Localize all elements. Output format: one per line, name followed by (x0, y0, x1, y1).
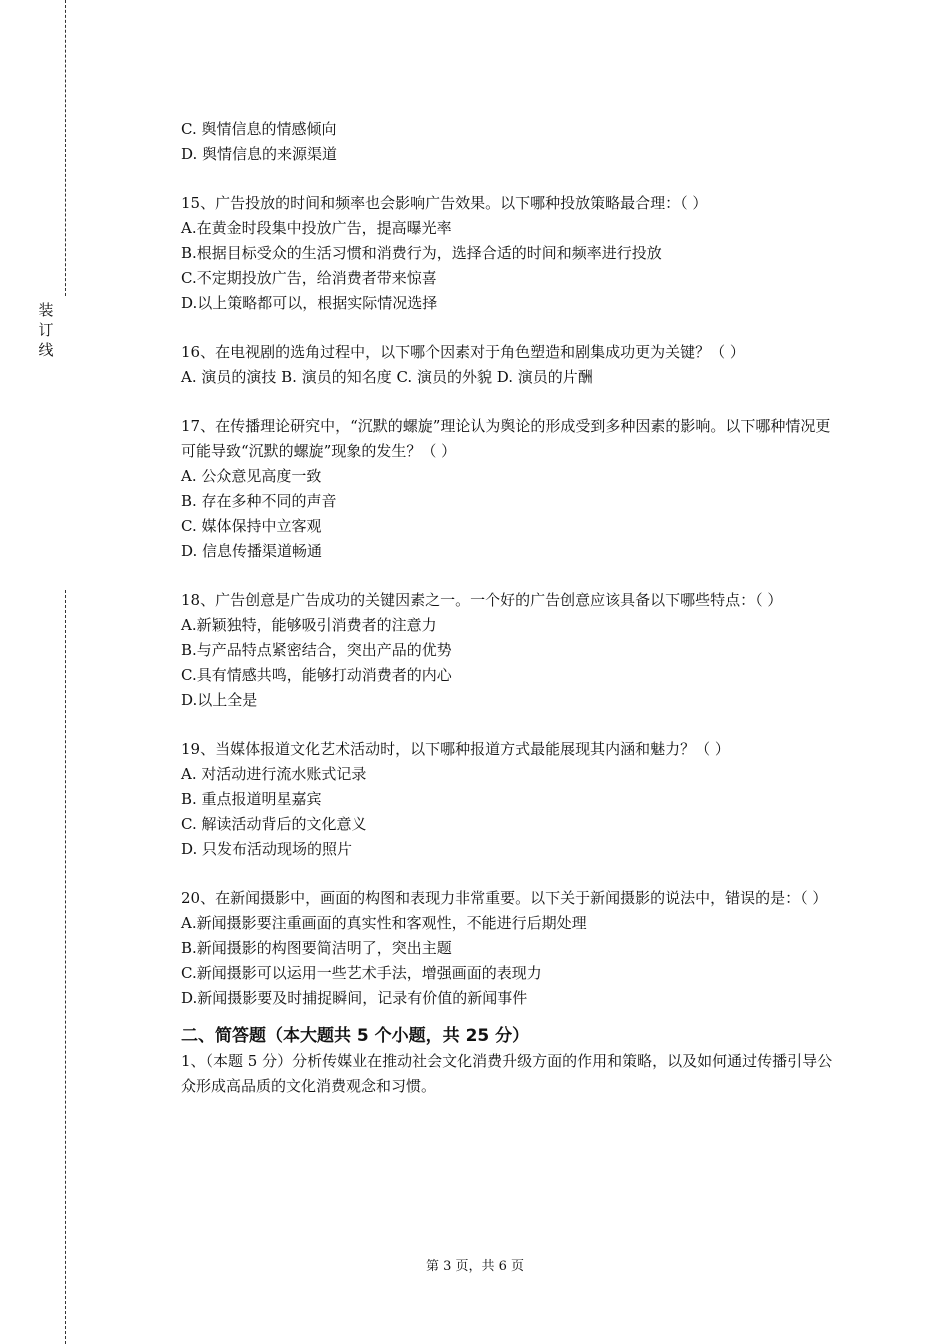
option-d: D.新闻摄影要及时捕捉瞬间，记录有价值的新闻事件 (181, 989, 528, 1007)
option-b: B.新闻摄影的构图要简洁明了，突出主题 (181, 939, 452, 957)
option-c: C. 媒体保持中立客观 (181, 517, 322, 535)
option-a: A. 公众意见高度一致 (181, 467, 322, 485)
short-answer-question-1: 1、（本题 5 分）分析传媒业在推动社会文化消费升级方面的作用和策略，以及如何通过传播引导公众形成高品质的文化消费观念和习惯。 (181, 1052, 833, 1095)
option-d: D. 只发布活动现场的照片 (181, 840, 353, 858)
option-c: C.具有情感共鸣，能够打动消费者的内心 (181, 666, 452, 684)
section-title: 二、简答题（本大题共 5 个小题，共 25 分） (181, 1026, 530, 1046)
question-18 (181, 588, 841, 713)
question-stem: 18、广告创意是广告成功的关键因素之一。一个好的广告创意应该具备以下哪些特点：（ ） (181, 591, 783, 609)
question-stem: 20、在新闻摄影中，画面的构图和表现力非常重要。以下关于新闻摄影的说法中，错误的是：（ ） (181, 889, 828, 907)
option-c: C. 解读活动背后的文化意义 (181, 815, 367, 833)
option-c: C. 舆情信息的情感倾向 (181, 120, 337, 138)
question-stem: 17、在传播理论研究中，“沉默的螺旋”理论认为舆论的形成受到多种因素的影响。以下哪种情况更可能导致“沉默的螺旋”现象的发生？（ ） (181, 417, 831, 460)
option-a: A.在黄金时段集中投放广告，提高曝光率 (181, 219, 452, 237)
question-15 (181, 191, 841, 316)
binding-char: 线 (38, 341, 54, 359)
question-stem: 15、广告投放的时间和频率也会影响广告效果。以下哪种投放策略最合理：（ ） (181, 194, 708, 212)
binding-char: 订 (38, 321, 54, 339)
binding-dashed-line-bottom (65, 590, 66, 1344)
question-16 (181, 340, 841, 390)
option-b: B.根据目标受众的生活习惯和消费行为，选择合适的时间和频率进行投放 (181, 244, 662, 262)
question-17 (181, 414, 841, 564)
option-b: B. 存在多种不同的声音 (181, 492, 337, 510)
option-d: D.以上全是 (181, 691, 258, 709)
binding-label (36, 300, 56, 360)
option-c: C.不定期投放广告，给消费者带来惊喜 (181, 269, 437, 287)
question-stem: 19、当媒体报道文化艺术活动时，以下哪种报道方式最能展现其内涵和魅力？（ ） (181, 740, 730, 758)
option-b: B.与产品特点紧密结合，突出产品的优势 (181, 641, 452, 659)
question-19 (181, 737, 841, 862)
option-d: D.以上策略都可以，根据实际情况选择 (181, 294, 438, 312)
options-line: A. 演员的演技 B. 演员的知名度 C. 演员的外貌 D. 演员的片酬 (181, 368, 593, 386)
question-20 (181, 886, 841, 1011)
exam-content (181, 117, 841, 1099)
option-b: B. 重点报道明星嘉宾 (181, 790, 322, 808)
option-a: A. 对活动进行流水账式记录 (181, 765, 367, 783)
option-d: D. 舆情信息的来源渠道 (181, 145, 338, 163)
question-14-tail (181, 117, 841, 167)
binding-char: 装 (38, 301, 54, 319)
option-c: C.新闻摄影可以运用一些艺术手法，增强画面的表现力 (181, 964, 542, 982)
option-d: D. 信息传播渠道畅通 (181, 542, 323, 560)
option-a: A.新闻摄影要注重画面的真实性和客观性，不能进行后期处理 (181, 914, 587, 932)
option-a: A.新颖独特，能够吸引消费者的注意力 (181, 616, 437, 634)
question-stem: 16、在电视剧的选角过程中，以下哪个因素对于角色塑造和剧集成功更为关键？（ ） (181, 343, 745, 361)
binding-dashed-line-top (65, 0, 66, 296)
page-footer: 第 3 页，共 6 页 (425, 1259, 525, 1274)
